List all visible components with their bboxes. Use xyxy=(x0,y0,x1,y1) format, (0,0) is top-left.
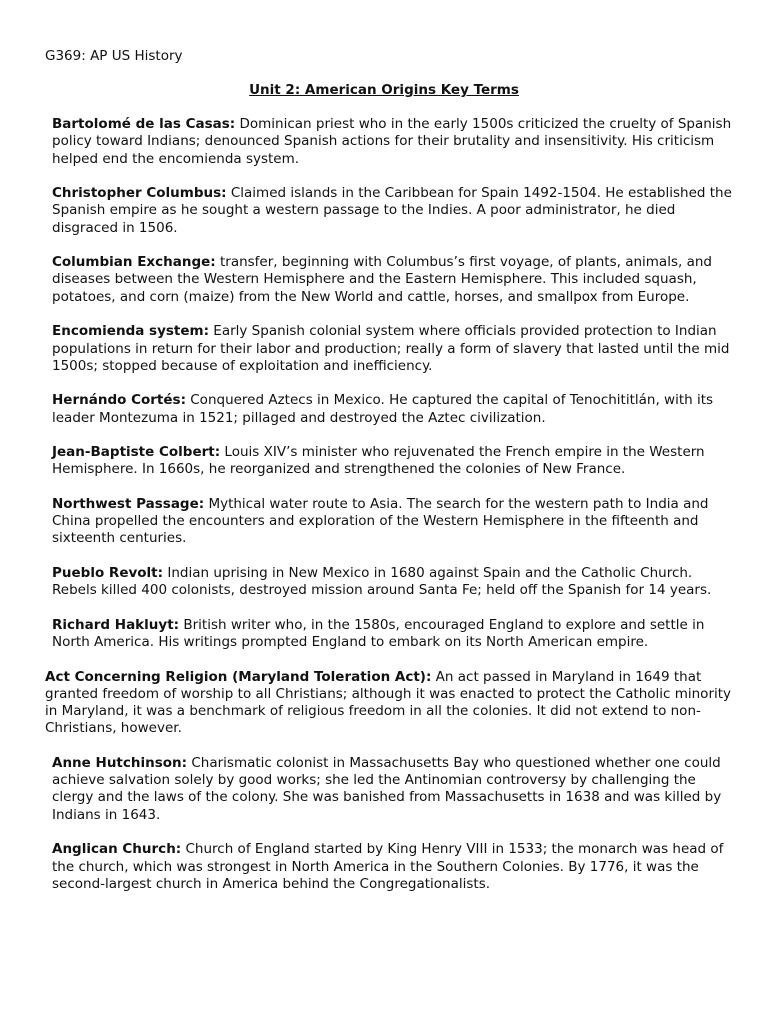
term-definition: Church of England started by King Henry VIII in 1533; the monarch was head of the church, which was strongest in North America in the Southern Colonies. By 1776, it was the second-largest church in America behind the Congregationalists. xyxy=(52,841,724,892)
term-entry xyxy=(52,254,732,306)
term-definition: Claimed islands in the Caribbean for Spain 1492-1504. He established the Spanish empire as he sought a western passage to the Indies. A poor administrator, he died disgraced in 1506. xyxy=(52,185,732,236)
term-definition: An act passed in Maryland in 1649 that granted freedom of worship to all Christians; although it was enacted to protect the Catholic minority in Maryland, it was a benchmark of religious freedom in all the colonies. It did not extend to non-Christians, however. xyxy=(45,668,732,737)
term-entry xyxy=(52,496,732,548)
term-entry xyxy=(52,323,732,375)
term-entry xyxy=(52,444,732,479)
term-definition: British writer who, in the 1580s, encouraged England to explore and settle in North America. His writings prompted England to embark on its North American empire. xyxy=(52,616,705,651)
term-name: Hernándo Cortés: xyxy=(52,392,186,409)
term-name: Jean-Baptiste Colbert: xyxy=(52,444,221,461)
term-definition: Dominican priest who in the early 1500s criticized the cruelty of Spanish policy toward Indians; denounced Spanish actions for their brutality and insensitivity. His criticism helped end the encomienda system. xyxy=(52,116,732,167)
document-title: Unit 2: American Origins Key Terms xyxy=(249,82,519,98)
term-definition: Early Spanish colonial system where officials provided protection to Indian populations in return for their labor and production; really a form of slavery that lasted until the mid 1500s; stopped because of exploitation and inefficiency. xyxy=(52,323,730,374)
term-definition: Louis XIV’s minister who rejuvenated the French empire in the Western Hemisphere. In 1660s, he reorganized and strengthened the colonies of New France. xyxy=(52,444,705,478)
term-name: Bartolomé de las Casas: xyxy=(52,116,236,132)
term-definition: Charismatic colonist in Massachusetts Bay who questioned whether one could achieve salvation solely by good works; she led the Antinomian controversy by challenging the clergy and the laws of the colony. She was banished from Massachusetts in 1638 and was killed by Indians in 1643. xyxy=(52,754,722,823)
term-entry xyxy=(52,185,732,237)
key-terms-list xyxy=(45,116,732,910)
term-entry xyxy=(52,755,732,824)
term-entry xyxy=(52,565,732,600)
term-name: Anglican Church: xyxy=(52,841,182,858)
term-name: Pueblo Revolt: xyxy=(52,564,164,581)
term-definition: Conquered Aztecs in Mexico. He captured the capital of Tenochititlán, with its leader Montezuma in 1521; pillaged and destroyed the Aztec civilization. xyxy=(52,392,714,426)
term-entry xyxy=(52,392,732,427)
term-name: Act Concerning Religion (Maryland Toleration Act): xyxy=(45,668,432,685)
term-definition: Mythical water route to Asia. The search for the western path to India and China propelled the encounters and exploration of the Western Hemisphere in the fifteenth and sixteenth centuries. xyxy=(52,495,709,547)
term-name: Northwest Passage: xyxy=(52,495,205,512)
term-definition: Indian uprising in New Mexico in 1680 against Spain and the Catholic Church. Rebels killed 400 colonists, destroyed mission around Santa Fe; held off the Spanish for 14 years. xyxy=(52,564,712,599)
course-header: G369: AP US History xyxy=(45,48,183,64)
term-name: Columbian Exchange: xyxy=(52,254,216,271)
term-name: Christopher Columbus: xyxy=(52,185,227,202)
term-entry xyxy=(52,116,732,168)
term-name: Encomienda system: xyxy=(52,323,209,340)
term-name: Anne Hutchinson: xyxy=(52,754,188,771)
term-entry xyxy=(45,669,735,738)
term-entry xyxy=(52,841,732,893)
term-name: Richard Hakluyt: xyxy=(52,616,180,633)
term-definition: transfer, beginning with Columbus’s first voyage, of plants, animals, and diseases between the Western Hemisphere and the Eastern Hemisphere. This included squash, potatoes, and corn (maize) from the New World and cattle, horses, and smallpox from Europe. xyxy=(52,254,712,305)
term-entry xyxy=(52,617,732,652)
